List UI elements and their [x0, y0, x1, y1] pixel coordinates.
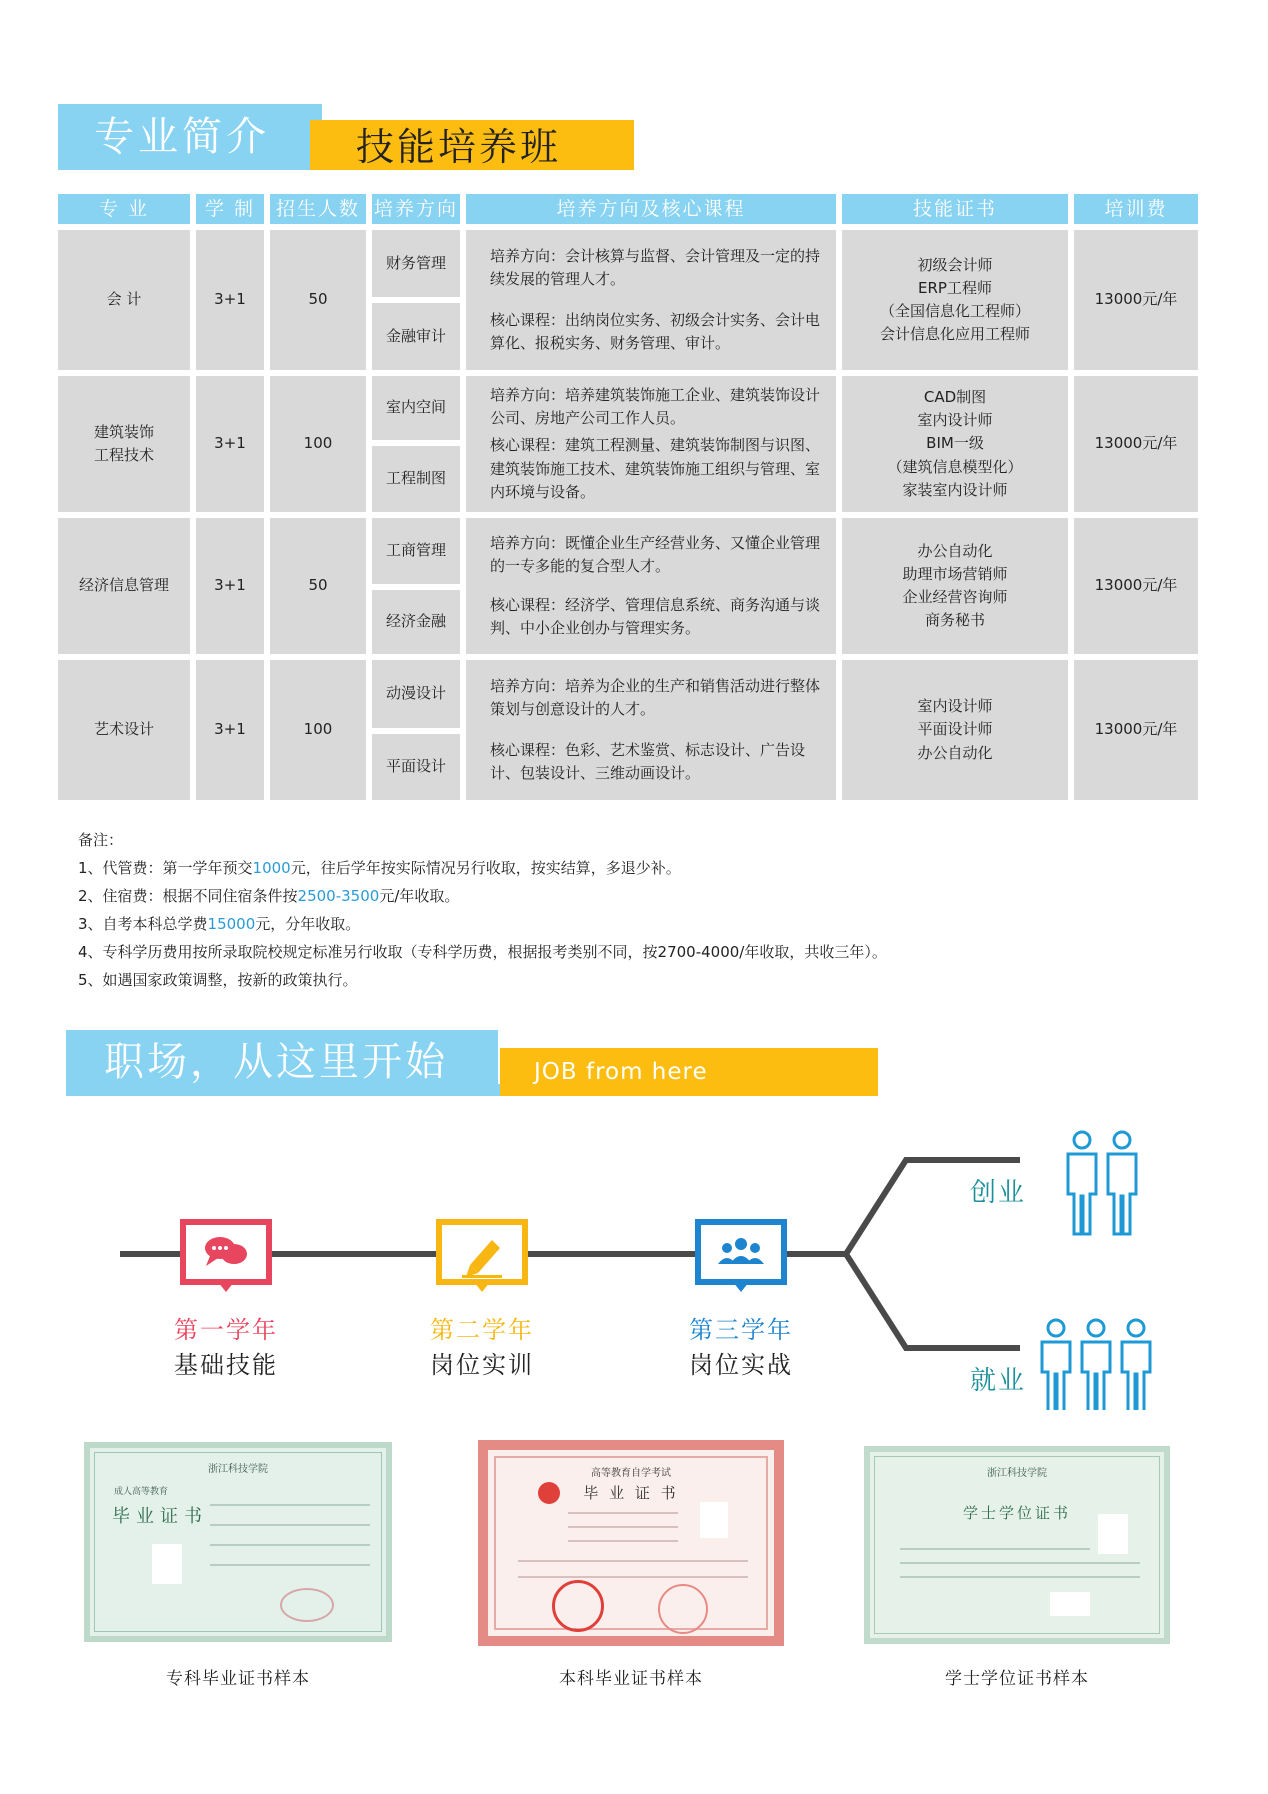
direction-cell: 动漫设计 — [372, 660, 460, 728]
cert-item: 办公自动化 — [917, 541, 993, 560]
three-people-icon — [1042, 1320, 1150, 1410]
cert-item: 室内设计师 — [917, 697, 993, 716]
stage-year: 第三学年 — [689, 1316, 793, 1344]
certs-cell — [842, 376, 1068, 512]
direction-cell: 经济金融 — [372, 590, 460, 654]
red-seal — [552, 1580, 604, 1632]
course-core: 核心课程：经济学、管理信息系统、商务沟通与谈判、中小企业创办与管理实务。 — [490, 595, 821, 637]
two-people-icon — [1068, 1132, 1136, 1234]
certificate-image — [84, 1442, 392, 1642]
cert-exam-name: 高等教育自学考试 — [591, 1468, 671, 1479]
years-cell: 3+1 — [196, 376, 264, 512]
cert-title: 学士学位证书 — [962, 1504, 1071, 1522]
fee-cell: 13000元/年 — [1074, 660, 1198, 800]
photo-placeholder — [1098, 1514, 1128, 1554]
stage-name: 岗位实战 — [689, 1351, 793, 1379]
certificate-image — [478, 1440, 784, 1646]
cert-item: 办公自动化 — [917, 743, 993, 762]
certs-cell — [842, 518, 1068, 654]
course-core: 核心课程：出纳岗位实务、初级会计实务、会计电算化、报税实务、财务管理、审计。 — [490, 310, 821, 352]
cert-edu-type: 成人高等教育 — [114, 1487, 169, 1497]
years-cell: 3+1 — [196, 230, 264, 370]
direction-cell: 财务管理 — [372, 230, 460, 297]
notes-title: 备注： — [78, 831, 124, 849]
table-header-certs: 技能证书 — [842, 194, 1068, 224]
cert-title: 毕 业 证 书 — [583, 1484, 679, 1502]
fee-cell: 13000元/年 — [1074, 230, 1198, 370]
section-subtitle: JOB from here — [500, 1048, 878, 1096]
cert-item: ERP工程师 — [918, 278, 992, 297]
stage-icon-box — [439, 1222, 525, 1292]
course-cell — [466, 518, 836, 654]
cert-item: 室内设计师 — [917, 411, 993, 430]
direction-cell: 工商管理 — [372, 518, 460, 584]
course-goal: 培养方向：培养为企业的生产和销售活动进行整体策划与创意设计的人才。 — [490, 676, 821, 718]
stage-year: 第一学年 — [174, 1316, 278, 1344]
cert-item: （建筑信息模型化） — [887, 457, 1023, 476]
course-goal: 培养方向：既懂企业生产经营业务、又懂企业管理的一专多能的复合型人才。 — [490, 533, 821, 575]
branch-label-entrepreneurship: 创业 — [970, 1178, 1027, 1208]
years-cell: 3+1 — [196, 518, 264, 654]
stage-name: 基础技能 — [174, 1351, 278, 1379]
direction-cell: 工程制图 — [372, 446, 460, 512]
certificate-caption: 学士学位证书样本 — [945, 1669, 1089, 1689]
course-cell — [466, 376, 836, 512]
major-cell: 会 计 — [58, 230, 190, 370]
cert-item: 初级会计师 — [917, 255, 993, 274]
major-cell: 经济信息管理 — [58, 518, 190, 654]
table-header-years: 学 制 — [196, 194, 264, 224]
section-subtitle: 技能培养班 — [310, 120, 634, 170]
section-title: 职场，从这里开始 — [66, 1030, 498, 1092]
table-header-major: 专 业 — [58, 194, 190, 224]
stage-icon-box — [183, 1222, 269, 1292]
cert-item: 家装室内设计师 — [902, 480, 1008, 499]
cert-school: 浙江科技学院 — [208, 1464, 268, 1475]
certificate-image — [864, 1446, 1170, 1644]
certs-cell — [842, 230, 1068, 370]
stage-name: 岗位实训 — [430, 1351, 534, 1379]
cert-item: BIM一级 — [926, 434, 984, 453]
cert-school: 浙江科技学院 — [987, 1468, 1047, 1479]
major-cell — [58, 376, 190, 512]
red-seal — [658, 1584, 708, 1634]
note-item: 3、自考本科总学费15000元，分年收取。 — [78, 915, 361, 933]
section-title: 专业简介 — [58, 104, 322, 170]
note-item: 1、代管费：第一学年预交1000元，往后学年按实际情况另行收取，按实结算，多退少补。 — [78, 859, 681, 877]
course-core: 核心课程：色彩、艺术鉴赏、标志设计、广告设计、包装设计、三维动画设计。 — [490, 740, 806, 782]
cert-item: CAD制图 — [923, 387, 987, 406]
enrollment-cell: 50 — [270, 518, 366, 654]
note-item: 2、住宿费：根据不同住宿条件按2500-3500元/年收取。 — [78, 887, 460, 905]
photo-placeholder — [152, 1544, 182, 1584]
major-line: 工程技术 — [93, 446, 154, 464]
fork-line-bottom — [846, 1254, 1020, 1348]
cert-item: 企业经营咨询师 — [902, 588, 1008, 606]
course-core: 核心课程：建筑工程测量、建筑装饰制图与识图、建筑装饰施工技术、建筑装饰施工组织与管理、室内环境与设备。 — [490, 436, 821, 501]
course-cell — [466, 230, 836, 370]
stage-icon-box — [698, 1222, 784, 1292]
table-header-direction: 培养方向 — [372, 194, 460, 224]
photo-placeholder — [700, 1502, 728, 1538]
certificate-caption: 本科毕业证书样本 — [559, 1669, 703, 1689]
table-header-enrollment: 招生人数 — [270, 194, 366, 224]
certificate-caption: 专科毕业证书样本 — [166, 1669, 310, 1689]
cert-item: 助理市场营销师 — [902, 564, 1008, 583]
stage-year: 第二学年 — [430, 1316, 534, 1344]
certs-cell — [842, 660, 1068, 800]
direction-cell: 平面设计 — [372, 734, 460, 800]
enrollment-cell: 50 — [270, 230, 366, 370]
direction-cell: 金融审计 — [372, 303, 460, 370]
cert-title: 毕业证书 — [112, 1506, 208, 1527]
enrollment-cell: 100 — [270, 376, 366, 512]
major-line: 建筑装饰 — [93, 422, 154, 441]
branch-label-employment: 就业 — [970, 1366, 1027, 1396]
cert-item: 商务秘书 — [924, 611, 985, 630]
direction-cell: 室内空间 — [372, 376, 460, 440]
cert-item: 会计信息化应用工程师 — [879, 325, 1030, 344]
course-goal: 培养方向：培养建筑装饰施工企业、建筑装饰设计公司、房地产公司工作人员。 — [490, 385, 821, 428]
fee-cell: 13000元/年 — [1074, 376, 1198, 512]
notes — [78, 826, 887, 994]
enrollment-cell: 100 — [270, 660, 366, 800]
table-header-fee: 培训费 — [1074, 194, 1198, 224]
note-item: 5、如遇国家政策调整，按新的政策执行。 — [78, 971, 358, 989]
cert-item: 平面设计师 — [917, 720, 993, 739]
fee-cell: 13000元/年 — [1074, 518, 1198, 654]
table-header-courses: 培养方向及核心课程 — [466, 194, 836, 224]
course-cell — [466, 660, 836, 800]
note-item: 4、专科学历费用按所录取院校规定标准另行收取（专科学历费，根据报考类别不同，按2700-4000/年收取，共收三年）。 — [78, 943, 887, 961]
years-cell: 3+1 — [196, 660, 264, 800]
cert-item: （全国信息化工程师） — [879, 302, 1030, 320]
course-goal: 培养方向：会计核算与监督、会计管理及一定的持续发展的管理人才。 — [490, 246, 821, 288]
major-cell: 艺术设计 — [58, 660, 190, 800]
